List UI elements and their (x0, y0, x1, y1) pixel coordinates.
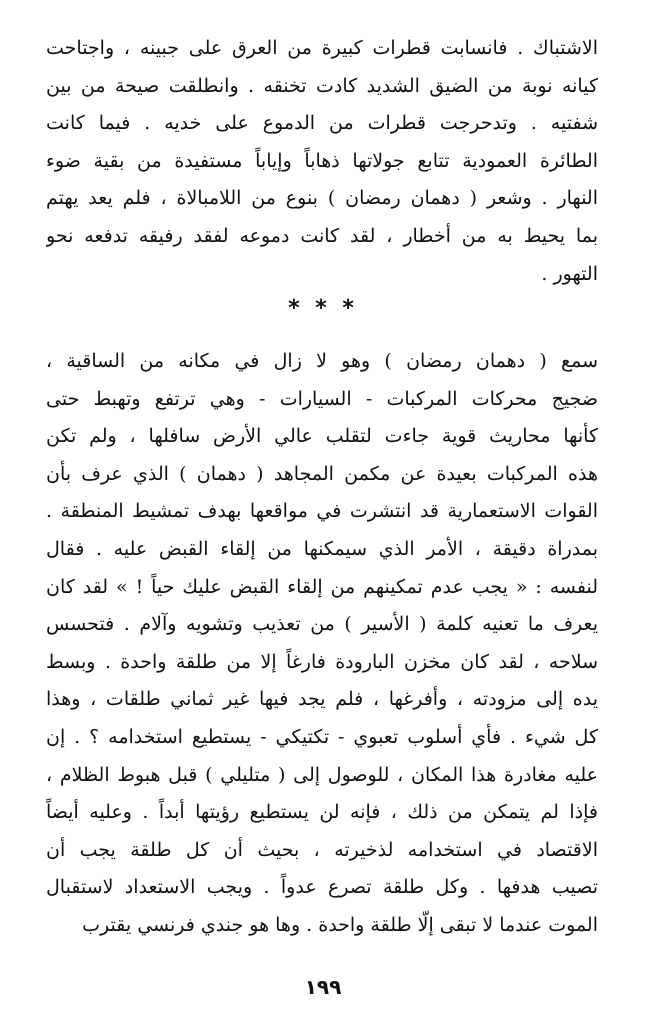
paragraph-1 (46, 30, 598, 293)
text-line: شفتيه . وتدحرجت قطرات من الدموع على خديه . فيما كانت (46, 112, 598, 135)
text-line: التهور . (541, 262, 598, 285)
text-line: يعرف ما تعنيه كلمة ( الأسير ) من تعذيب وتشويه وآلام . فتحسس (46, 613, 598, 636)
section-separator: * * * (288, 296, 358, 321)
text-line: الاشتباك . فانسابت قطرات كبيرة من العرق على جبينه ، واجتاحت (46, 37, 598, 59)
text-line: الطائرة العمودية تتابع جولاتها ذهاباً وإياباً مستفيدة من بقية ضوء (46, 149, 598, 172)
text-line: كل شيء . فأي أسلوب تعبوي - تكتيكي - يستطيع استخدامه ؟ . إن (46, 725, 598, 748)
text-line: لنفسه : « يجب عدم تمكينهم من إلقاء القبض عليك حياً ! » لقد كان (46, 575, 598, 598)
text-line: القوات الاستعمارية قد انتشرت في مواقعها بهدف تمشيط المنطقة . (46, 500, 598, 523)
text-line: كيانه نوبة من الضيق الشديد كادت تخنقه . وانطلقت صيحة من بين (46, 74, 598, 97)
page-number: ١٩٩ (304, 975, 342, 999)
text-line: الموت عندما لا تبقى إلّا طلقة واحدة . وها هو جندي فرنسي يقترب (82, 913, 598, 936)
paragraph-2 (46, 343, 598, 945)
text-line: النهار . وشعر ( دهمان رمضان ) بنوع من اللامبالاة ، فلم يعد يهتم (46, 187, 598, 210)
text-line: الاقتصاد في استخدامه لذخيرته ، بحيث أن كل طلقة يجب أن (46, 838, 598, 861)
text-line: كأنها محاريث قوية جاءت لتقلب عالي الأرض سافلها ، ولم تكن (46, 425, 598, 448)
text-line: بما يحيط به من أخطار ، لقد كانت دموعه لفقد رفيقه تدفعه نحو (46, 224, 598, 247)
text-line: فإذا لم يتمكن من ذلك ، فإنه لن يستطيع رؤيتها أبداً . وعليه أيضاً (46, 801, 598, 824)
text-line: ضجيج محركات المركبات - السيارات - وهي ترتفع وتهبط حتى (46, 387, 598, 410)
text-line: يده إلى مزودته ، وأفرغها ، فلم يجد فيها غير ثماني طلقات ، وهذا (46, 688, 598, 711)
text-line: بمدراة دقيقة ، الأمر الذي سيمكنها من إلقاء القبض عليه . فقال (46, 537, 598, 560)
text-line: سلاحه ، لقد كان مخزن البارودة فارغاً إلا من طلقة واحدة . وبسط (46, 650, 598, 673)
text-line: عليه مغادرة هذا المكان ، للوصول إلى ( متليلي ) قبل هبوط الظلام ، (46, 763, 598, 786)
text-line: هذه المركبات بعيدة عن مكمن المجاهد ( دهمان ) الذي عرف بأن (46, 462, 598, 485)
text-line: سمع ( دهمان رمضان ) وهو لا زال في مكانه من الساقية ، (46, 350, 598, 372)
text-line: تصيب هدفها . وكل طلقة تصرع عدواً . ويجب الاستعداد لاستقبال (46, 876, 598, 899)
